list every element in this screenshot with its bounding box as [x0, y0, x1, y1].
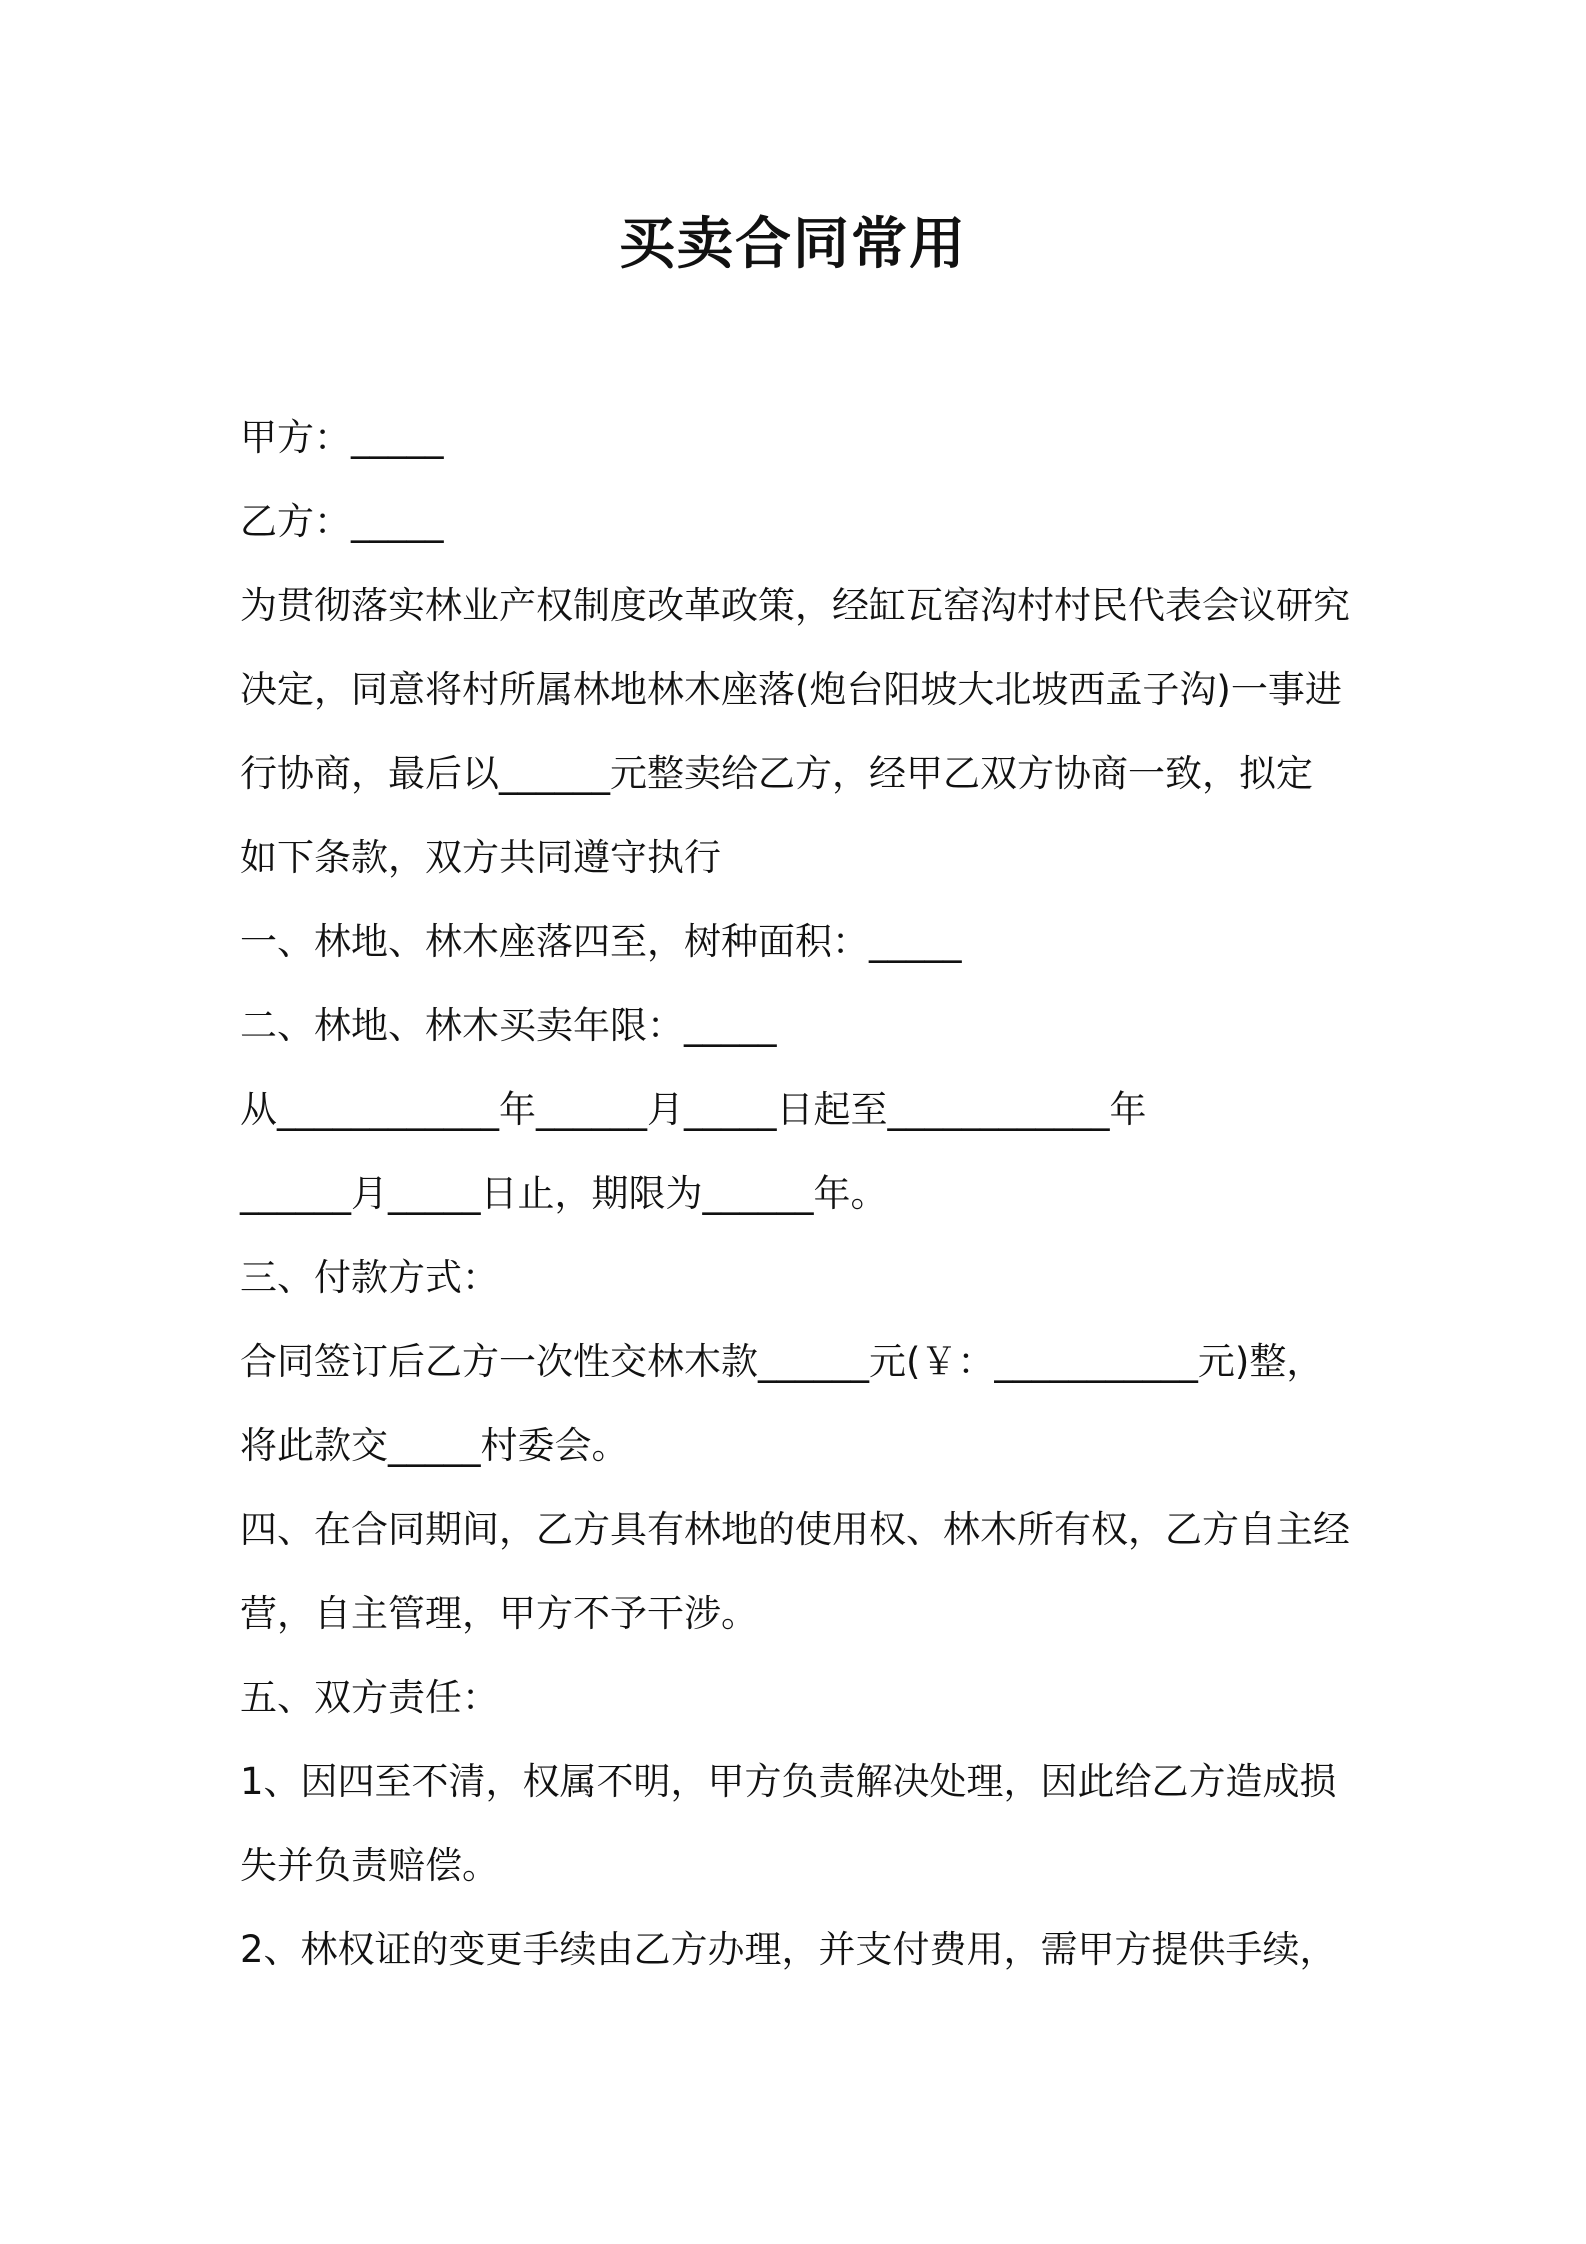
responsibility-1-line-1: 1、因四至不清，权属不明，甲方负责解决处理，因此给乙方造成损	[240, 1760, 1337, 1803]
preamble-line-1: 为贯彻落实林业产权制度改革政策，经缸瓦窑沟村村民代表会议研究	[240, 584, 1350, 627]
party-a-line: 甲方：_____	[240, 416, 444, 459]
contract-body	[240, 396, 1360, 1992]
clause-2-line: 二、林地、林木买卖年限：_____	[240, 1004, 777, 1047]
clause-4-line-1: 四、在合同期间，乙方具有林地的使用权、林木所有权，乙方自主经	[240, 1508, 1350, 1551]
responsibility-1-line-2: 失并负责赔偿。	[240, 1844, 499, 1887]
term-period-line-2: ______月_____日止，期限为______年。	[240, 1172, 888, 1215]
payment-line-1: 合同签订后乙方一次性交林木款______元(￥：___________元)整，	[240, 1340, 1324, 1383]
clause-4-line-2: 营，自主管理，甲方不予干涉。	[240, 1592, 758, 1635]
clause-3-heading: 三、付款方式：	[240, 1256, 499, 1299]
preamble-line-2: 决定，同意将村所属林地林木座落(炮台阳坡大北坡西孟子沟)一事进	[240, 668, 1342, 711]
term-period-line-1: 从____________年______月_____日起至____________年	[240, 1088, 1147, 1131]
clause-1-line: 一、林地、林木座落四至，树种面积：_____	[240, 920, 962, 963]
responsibility-2-line-1: 2、林权证的变更手续由乙方办理，并支付费用，需甲方提供手续，	[240, 1928, 1337, 1971]
preamble-line-4: 如下条款，双方共同遵守执行	[240, 836, 721, 879]
preamble-line-3: 行协商，最后以______元整卖给乙方，经甲乙双方协商一致，拟定	[240, 752, 1313, 795]
clause-5-heading: 五、双方责任：	[240, 1676, 499, 1719]
party-b-line: 乙方：_____	[240, 500, 444, 543]
payment-line-2: 将此款交_____村委会。	[240, 1424, 629, 1467]
document-title: 买卖合同常用	[619, 212, 967, 277]
